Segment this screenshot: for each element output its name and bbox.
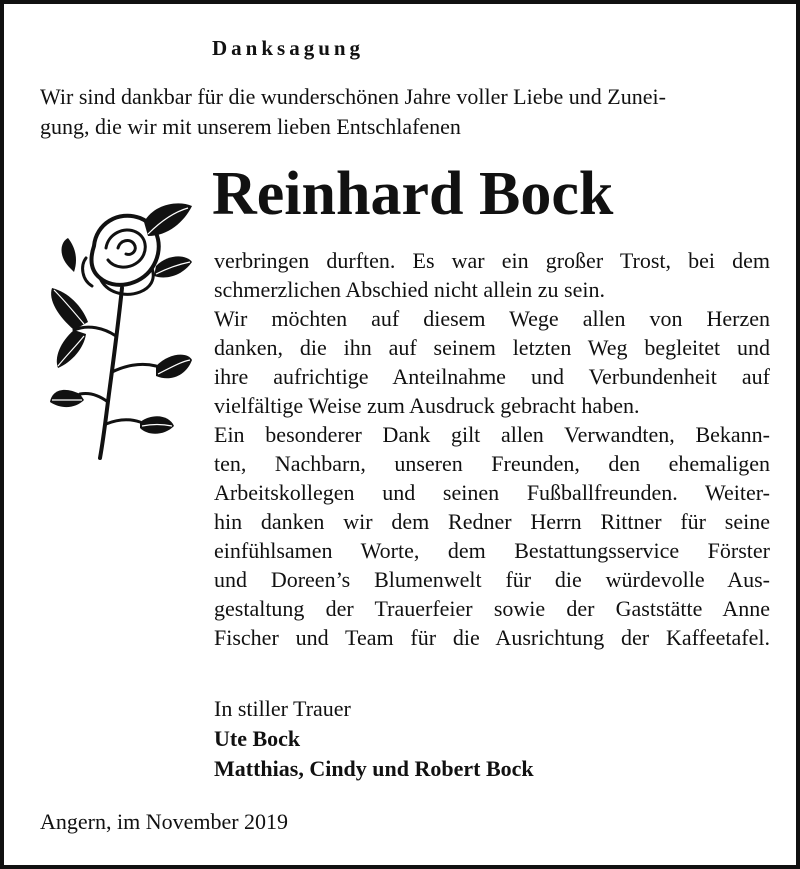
- body-line: ihre aufrichtige Anteilnahme und Verbundenheit auf: [214, 364, 770, 389]
- intro-line: Wir sind dankbar für die wunderschönen Jahre voller Liebe und Zunei-: [40, 84, 666, 109]
- body-line: schmerzlichen Abschied nicht allein zu sein.: [214, 277, 605, 302]
- body-line: verbringen durften. Es war ein großer Trost, bei dem: [214, 248, 770, 273]
- signature-name: Matthias, Cindy und Robert Bock: [214, 756, 534, 781]
- body-line: hin danken wir dem Redner Herrn Rittner für seine: [214, 509, 770, 534]
- body-line: gestaltung der Trauerfeier sowie der Gaststätte Anne: [214, 596, 770, 621]
- signature-intro: In stiller Trauer: [214, 696, 351, 721]
- body-line: ten, Nachbarn, unseren Freunden, den ehemaligen: [214, 451, 770, 476]
- notice-heading: Danksagung: [212, 36, 365, 60]
- body-text: [214, 246, 770, 652]
- intro-line: gung, die wir mit unserem lieben Entschlafenen: [40, 114, 461, 139]
- body-line: und Doreen’s Blumenwelt für die würdevolle Aus-: [214, 567, 770, 592]
- body-line: einfühlsamen Worte, dem Bestattungsservice Förster: [214, 538, 770, 563]
- body-line: Arbeitskollegen und seinen Fußballfreunden. Weiter-: [214, 480, 770, 505]
- body-line: vielfältige Weise zum Ausdruck gebracht haben.: [214, 393, 640, 418]
- place-date: Angern, im November 2019: [40, 809, 289, 834]
- body-line: Fischer und Team für die Ausrichtung der Kaffeetafel.: [214, 625, 770, 650]
- signature-name: Ute Bock: [214, 726, 301, 751]
- body-line: Wir möchten auf diesem Wege allen von Herzen: [214, 306, 770, 331]
- body-line: Ein besonderer Dank gilt allen Verwandten, Bekann-: [214, 422, 770, 447]
- signature-block: [214, 694, 534, 784]
- body-line: danken, die ihn auf seinem letzten Weg begleitet und: [214, 335, 770, 360]
- rose-icon: [44, 196, 194, 462]
- intro-text: [40, 82, 770, 142]
- deceased-name: Reinhard Bock: [212, 160, 614, 228]
